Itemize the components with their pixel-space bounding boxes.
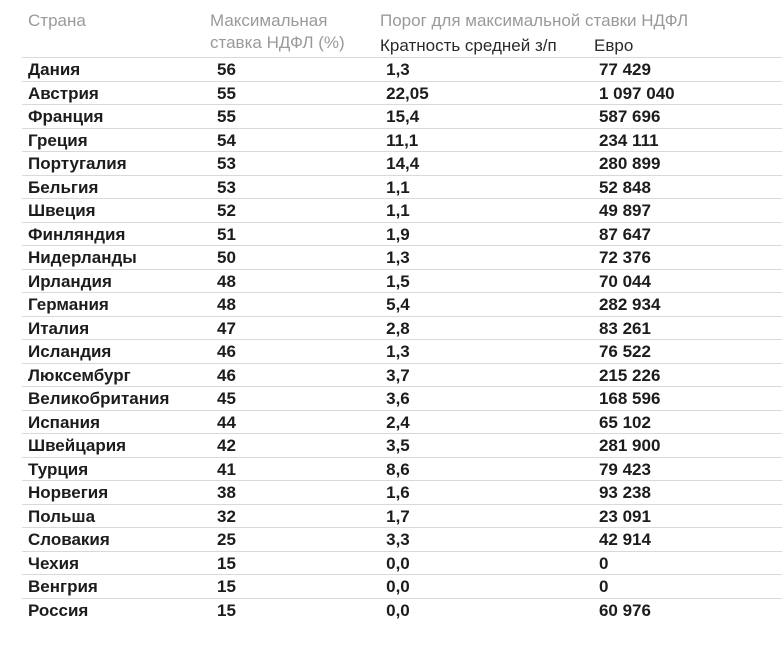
cell-multiple: 1,3 (386, 248, 410, 267)
cell-country: Польша (28, 506, 96, 526)
cell-euro: 282 934 (598, 295, 661, 314)
cell-multiple: 3,6 (386, 389, 410, 408)
cell-country: Германия (28, 295, 109, 314)
header-euro: Евро (594, 36, 634, 55)
cell-rate: 53 (217, 177, 236, 197)
table-row (22, 198, 782, 222)
cell-euro: 42 914 (598, 530, 651, 549)
cell-rate: 52 (217, 201, 236, 220)
table-row (22, 551, 782, 575)
cell-multiple: 1,9 (386, 224, 410, 244)
table-row (22, 57, 782, 81)
cell-rate: 44 (217, 412, 236, 432)
table-row (22, 245, 782, 269)
cell-euro: 72 376 (598, 248, 651, 267)
cell-euro: 281 900 (598, 436, 661, 455)
cell-country: Турция (28, 459, 89, 479)
table-row (22, 410, 782, 434)
cell-rate: 53 (217, 154, 236, 173)
cell-country: Исландия (28, 342, 112, 361)
cell-euro: 49 897 (598, 201, 651, 220)
table-row (22, 175, 782, 199)
cell-euro: 83 261 (598, 318, 651, 338)
cell-country: Испания (28, 412, 101, 432)
cell-euro: 52 848 (598, 177, 651, 197)
table-body (22, 57, 782, 621)
cell-rate: 45 (217, 389, 236, 408)
cell-country: Россия (28, 600, 89, 620)
header-rate-line2: ставка НДФЛ (%) (210, 33, 345, 52)
cell-rate: 55 (217, 83, 236, 103)
table-row (22, 386, 782, 410)
table-row (22, 81, 782, 105)
cell-multiple: 14,4 (386, 154, 420, 173)
cell-rate: 56 (217, 60, 236, 79)
cell-multiple: 0,0 (386, 577, 410, 596)
cell-rate: 15 (217, 553, 236, 573)
cell-euro: 0 (598, 577, 609, 596)
cell-rate: 41 (217, 459, 236, 479)
cell-euro: 79 423 (598, 459, 651, 479)
cell-rate: 15 (217, 600, 236, 620)
cell-country: Нидерланды (28, 248, 137, 267)
table-row (22, 598, 782, 622)
cell-euro: 587 696 (598, 107, 661, 126)
cell-country: Венгрия (28, 577, 98, 596)
cell-rate: 25 (217, 530, 236, 549)
table-row (22, 363, 782, 387)
cell-euro: 93 238 (598, 483, 651, 502)
cell-multiple: 1,1 (386, 177, 410, 197)
cell-euro: 77 429 (598, 60, 651, 79)
cell-country: Люксембург (28, 365, 131, 385)
cell-rate: 46 (217, 342, 236, 361)
cell-multiple: 15,4 (386, 107, 420, 126)
cell-country: Финляндия (28, 224, 126, 244)
cell-euro: 215 226 (598, 365, 661, 385)
header-threshold: Порог для максимальной ставки НДФЛ (380, 11, 689, 30)
table-row (22, 269, 782, 293)
cell-multiple: 0,0 (386, 553, 410, 573)
table-row (22, 433, 782, 457)
cell-euro: 23 091 (598, 506, 651, 526)
cell-multiple: 1,3 (386, 342, 410, 361)
cell-rate: 48 (217, 271, 236, 291)
cell-euro: 76 522 (598, 342, 651, 361)
cell-rate: 50 (217, 248, 236, 267)
cell-country: Словакия (28, 530, 110, 549)
cell-country: Норвегия (28, 483, 109, 502)
header-multiple: Кратность средней з/п (380, 36, 557, 55)
header-country: Страна (28, 11, 86, 30)
table-row (22, 527, 782, 551)
cell-multiple: 3,3 (386, 530, 410, 549)
cell-country: Дания (28, 60, 81, 79)
cell-multiple: 3,5 (386, 436, 410, 455)
table-row (22, 480, 782, 504)
cell-country: Ирландия (28, 271, 112, 291)
cell-rate: 47 (217, 318, 236, 338)
cell-multiple: 1,6 (386, 483, 410, 502)
cell-country: Греция (28, 130, 88, 150)
cell-multiple: 1,7 (386, 506, 410, 526)
cell-multiple: 8,6 (386, 459, 410, 479)
cell-country: Австрия (28, 83, 99, 103)
cell-euro: 70 044 (598, 271, 651, 291)
cell-country: Франция (28, 107, 104, 126)
cell-country: Италия (28, 318, 90, 338)
cell-rate: 55 (217, 107, 236, 126)
cell-euro: 65 102 (598, 412, 651, 432)
table-row (22, 128, 782, 152)
cell-euro: 1 097 040 (598, 83, 675, 103)
cell-country: Португалия (28, 154, 127, 173)
cell-multiple: 0,0 (386, 600, 410, 620)
cell-euro: 60 976 (598, 600, 651, 620)
cell-rate: 46 (217, 365, 236, 385)
cell-country: Чехия (28, 553, 79, 573)
cell-euro: 234 111 (598, 130, 659, 150)
cell-rate: 42 (217, 436, 236, 455)
cell-country: Швеция (28, 201, 96, 220)
table-row (22, 292, 782, 316)
table-row (22, 339, 782, 363)
cell-multiple: 1,3 (386, 60, 410, 79)
cell-country: Бельгия (28, 177, 99, 197)
cell-multiple: 11,1 (386, 130, 419, 150)
cell-multiple: 2,8 (386, 318, 410, 338)
table-row (22, 504, 782, 528)
cell-euro: 0 (598, 553, 609, 573)
table-row (22, 316, 782, 340)
cell-rate: 51 (217, 224, 236, 244)
cell-country: Великобритания (28, 389, 170, 408)
cell-rate: 48 (217, 295, 236, 314)
cell-rate: 54 (217, 130, 236, 150)
cell-multiple: 5,4 (386, 295, 410, 314)
cell-rate: 38 (217, 483, 236, 502)
cell-rate: 32 (217, 506, 236, 526)
table-row (22, 222, 782, 246)
cell-multiple: 1,1 (386, 201, 410, 220)
cell-country: Швейцария (28, 436, 127, 455)
cell-multiple: 3,7 (386, 365, 410, 385)
table-row (22, 104, 782, 128)
table-row (22, 574, 782, 598)
table-row (22, 151, 782, 175)
cell-euro: 280 899 (598, 154, 661, 173)
cell-multiple: 2,4 (386, 412, 410, 432)
cell-euro: 87 647 (598, 224, 651, 244)
cell-euro: 168 596 (598, 389, 661, 408)
cell-multiple: 22,05 (386, 83, 429, 103)
table-row (22, 457, 782, 481)
header-rate-line1: Максимальная (210, 11, 328, 30)
cell-rate: 15 (217, 577, 236, 596)
cell-multiple: 1,5 (386, 271, 410, 291)
